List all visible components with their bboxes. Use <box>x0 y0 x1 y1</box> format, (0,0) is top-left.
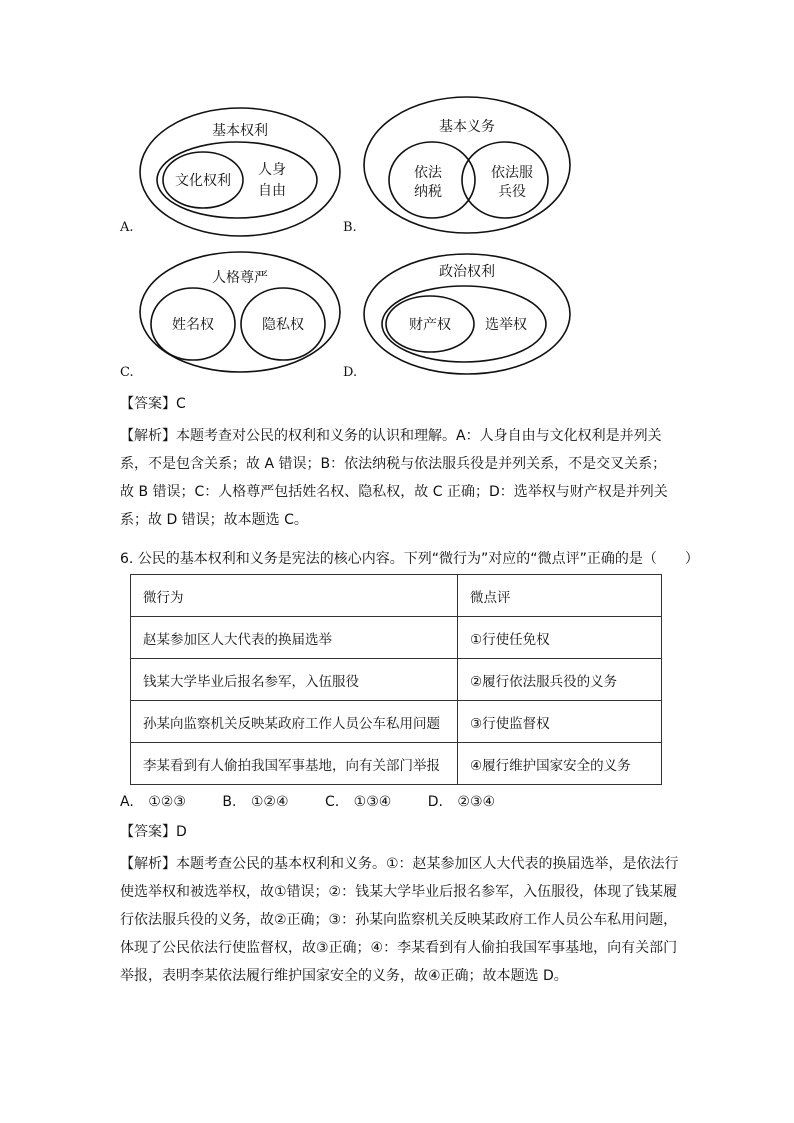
choice-d: D. ②③④ <box>427 794 496 810</box>
table-cell: 孙某向监察机关反映某政府工作人员公车私用问题 <box>131 701 458 743</box>
q5-answer: 【答案】C <box>120 396 186 412</box>
diagram-a-outer-label: 基本权利 <box>212 123 268 139</box>
table-header-cell: 微点评 <box>458 575 662 617</box>
table-row <box>131 659 662 701</box>
diagram-d-outer-label: 政治权利 <box>439 264 495 280</box>
q6-answer: 【答案】D <box>120 824 187 840</box>
diagram-a-other-label-2: 自由 <box>258 183 286 199</box>
diagram-b-left-label-1: 依法 <box>414 165 442 181</box>
q6-stem: 6. 公民的基本权利和义务是宪法的核心内容。下列“微行为”对应的“微点评”正确的是（ ） <box>120 551 699 567</box>
option-diagrams <box>0 0 794 390</box>
diagram-b-right-label-1: 依法服 <box>491 165 533 181</box>
table-header-row <box>131 575 662 617</box>
diagram-d-inner-label: 财产权 <box>409 317 451 333</box>
q6-analysis: 【解析】本题考查公民的基本权利和义务。①：赵某参加区人大代表的换届选举，是依法行使选举权和被选举权，故①错误；②：钱某大学毕业后报名参军，入伍服役，体现了钱某履行依法服兵役的义务，故②正确；③：孙某向监察机关反映某政府工作人员公车私用问题，体现了公民依法行使监督权，故③正确；④：李某看到有人偷拍我国军事基地，向有关部门举报，表明李某依法履行维护国家安全的义务，故④正确；故本题选 D。 <box>120 856 679 984</box>
option-b-letter: B. <box>343 220 357 235</box>
diagram-a-inner-label: 文化权利 <box>175 173 231 189</box>
diagram-c-outer-label: 人格尊严 <box>212 270 268 286</box>
diagram-b-left-label-2: 纳税 <box>414 184 442 200</box>
table-header-cell: 微行为 <box>131 575 458 617</box>
diagram-b <box>364 97 570 233</box>
table-cell: ③行使监督权 <box>458 701 662 743</box>
table-cell: ②履行依法服兵役的义务 <box>458 659 662 701</box>
option-a-letter: A. <box>120 220 134 235</box>
option-c-letter: C. <box>120 365 134 380</box>
table-cell: 李某看到有人偷拍我国军事基地，向有关部门举报 <box>131 743 458 785</box>
choice-a: A. ①②③ <box>120 794 186 810</box>
table-cell: 赵某参加区人大代表的换届选举 <box>131 617 458 659</box>
diagram-d-other-label: 选举权 <box>485 317 527 333</box>
choice-c: C. ①③④ <box>324 794 392 810</box>
diagram-c-left-label: 姓名权 <box>172 317 214 333</box>
diagram-b-right-label-2: 兵役 <box>498 184 526 200</box>
q5-analysis: 【解析】本题考查对公民的权利和义务的认识和理解。A：人身自由与文化权利是并列关系，不是包含关系；故 A 错误；B：依法纳税与依法服兵役是并列关系，不是交叉关系；故 B 错误；C：人格尊严包括姓名权、隐私权，故 C 正确；D：选举权与财产权是并列关系；故 D 错误；故本题选 C。 <box>120 428 668 528</box>
option-d-letter: D. <box>343 365 358 380</box>
choice-b: B. ①②④ <box>222 794 289 810</box>
table-row <box>131 617 662 659</box>
table-cell: 钱某大学毕业后报名参军，入伍服役 <box>131 659 458 701</box>
diagram-b-outer-label: 基本义务 <box>439 119 495 135</box>
table-row <box>131 743 662 785</box>
table-cell: ④履行维护国家安全的义务 <box>458 743 662 785</box>
q6-table <box>130 574 662 785</box>
table-row <box>131 701 662 743</box>
diagram-a-other-label-1: 人身 <box>258 162 286 178</box>
diagram-b-outer-ellipse <box>364 97 570 233</box>
table-cell: ①行使任免权 <box>458 617 662 659</box>
q6-choices <box>120 790 517 814</box>
diagram-c-right-label: 隐私权 <box>262 317 304 333</box>
